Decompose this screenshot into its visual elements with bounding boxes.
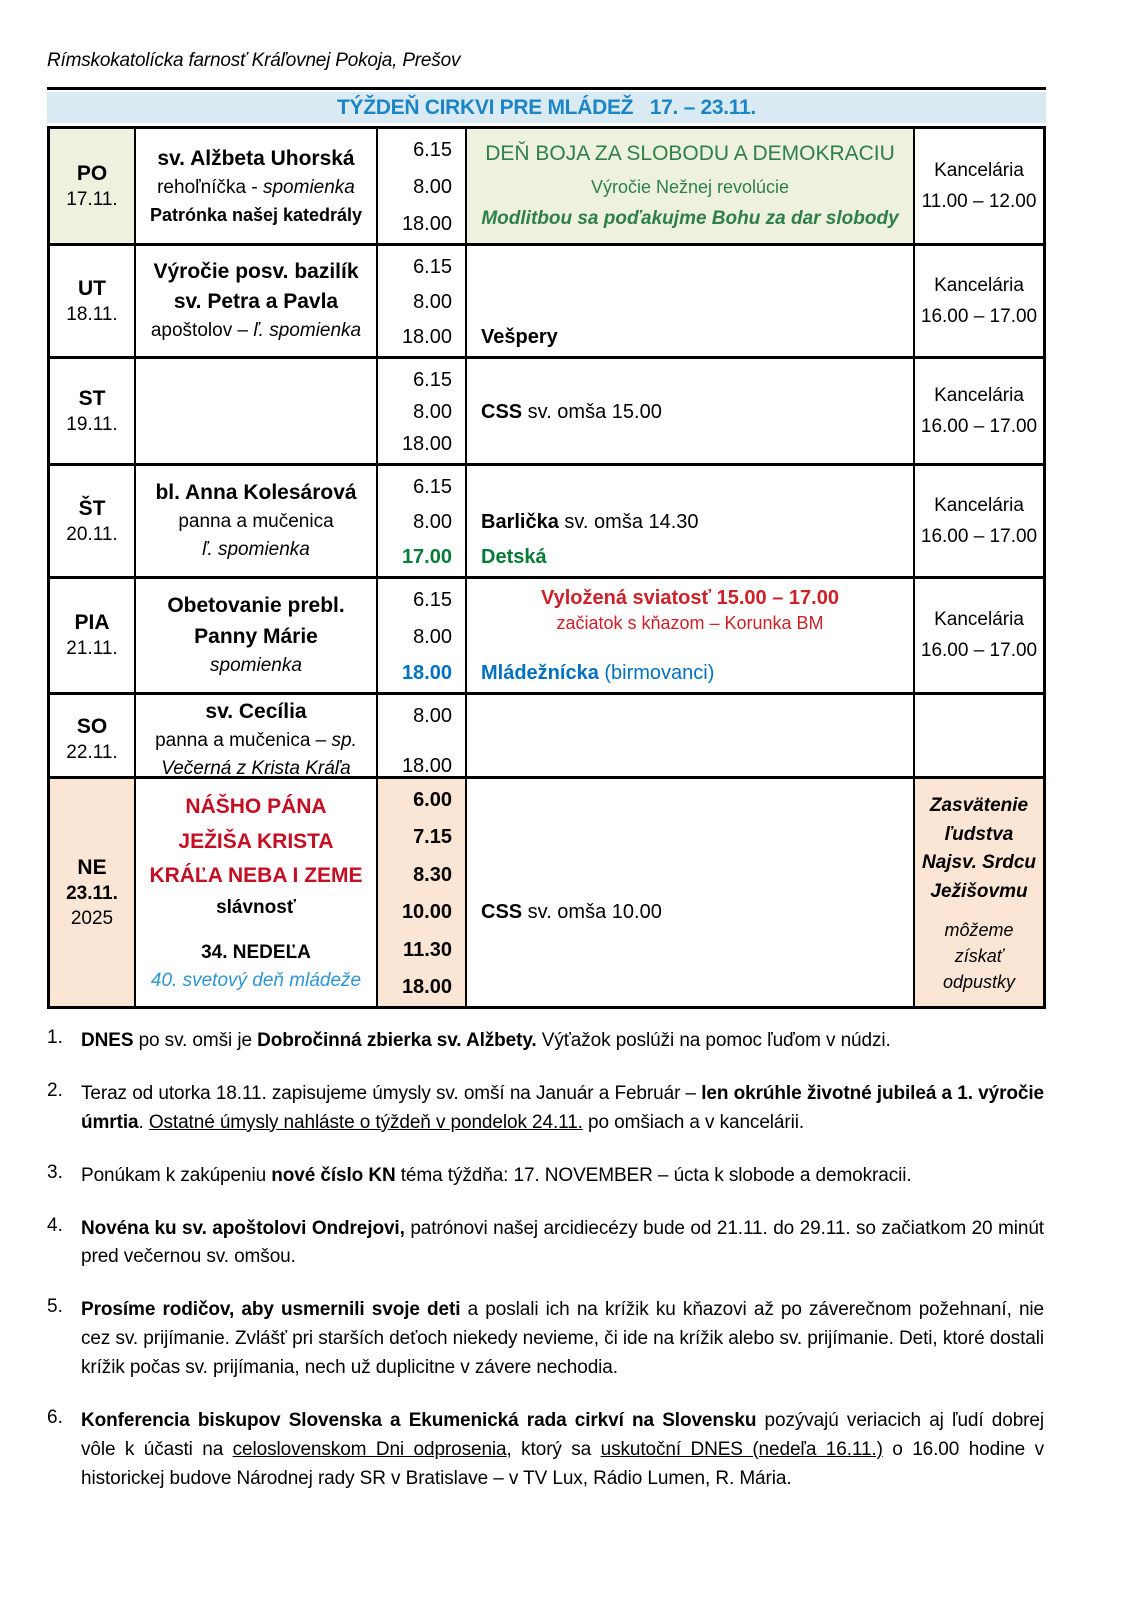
text-segment: .: [138, 1111, 149, 1133]
day-date: 19.11.: [66, 413, 118, 435]
text-segment: Ponúkam k zakúpeniu: [81, 1164, 272, 1186]
day-cell: [50, 695, 134, 785]
text-segment: a poslali ich na krížik ku kňazovi až po záverečnom požehnaní, nie cez sv. prijímanie. Zvlášť pri starších deťoch niekedy nevieme, či ide na krížik alebo sv. prijímanie. Deti, ktoré dostali krížik počas sv. prijímania, nech už duplicitne v závere nechodia.: [81, 1299, 1044, 1378]
office-hours: 11.00 – 12.00: [921, 190, 1037, 212]
feast-cell: [134, 129, 376, 243]
office-label: Kancelária: [934, 494, 1024, 516]
day-cell: [50, 466, 134, 576]
office-label: Kancelária: [934, 274, 1024, 296]
office-label: Kancelária: [934, 159, 1024, 181]
text-segment: Novéna ku sv. apoštolovi Ondrejovi,: [81, 1217, 405, 1239]
event-highlight: Mládežnícka: [481, 662, 599, 684]
day-date: 17.11.: [66, 188, 118, 210]
table-row-so: [50, 692, 1043, 779]
parish-header: Rímskokatolícka farnosť Kráľovnej Pokoja, Prešov: [47, 50, 461, 71]
time-value: 8.00: [413, 291, 452, 313]
office-cell: [913, 579, 1043, 692]
event-slot: [481, 975, 903, 999]
event-text: sv. omša 15.00: [522, 401, 662, 423]
time-value: 6.15: [413, 139, 452, 161]
event-slot: [481, 368, 903, 392]
day-date: 18.11.: [66, 303, 118, 325]
time-cell: [376, 579, 465, 692]
event-cell: [465, 246, 913, 356]
day-date: 20.11.: [66, 523, 118, 545]
feast-title: sv. Cecília: [205, 700, 307, 723]
day-date: 22.11.: [66, 742, 118, 764]
text-segment: len okrúhle životné jubileá a 1. výročie úmrtia: [81, 1082, 1044, 1133]
time-value: 11.30: [403, 938, 452, 961]
feast-note: Patrónka našej katedrály: [149, 204, 363, 225]
event-slot: [481, 938, 903, 962]
time-value: 18.00: [401, 975, 452, 998]
event-line: Vešpery: [481, 326, 558, 348]
text-segment: DNES: [81, 1030, 134, 1051]
office-cell: [913, 246, 1043, 356]
day-abbr: PIA: [74, 611, 110, 634]
announcement-item: [47, 1296, 1046, 1383]
time-value: 6.15: [413, 256, 452, 278]
announcement-number: 2.: [47, 1079, 63, 1101]
text-segment: po omšiach a v kancelárii.: [582, 1111, 805, 1133]
text-segment: Dobročinná zbierka sv. Alžbety.: [257, 1030, 537, 1051]
day-cell: [50, 779, 134, 1006]
text-segment: nové číslo KN: [271, 1164, 396, 1186]
announcement-text: [81, 1296, 1046, 1383]
feast-title: KRÁĽA NEBA I ZEME: [149, 864, 363, 888]
announcement-number: 1.: [47, 1027, 63, 1048]
bulletin-content: [47, 50, 1046, 1494]
announcement-text: [81, 1407, 1046, 1494]
office-line: Najsv. Srdcu: [921, 852, 1037, 873]
event-highlight: Barlička: [481, 511, 559, 533]
announcement-text: [81, 1162, 1046, 1191]
day-abbr: ST: [78, 386, 106, 410]
time-value: 8.00: [413, 401, 452, 423]
time-cell: [376, 359, 465, 463]
office-cell: [913, 359, 1043, 463]
day-abbr: ŠT: [78, 496, 106, 520]
feast-title: NÁŠHO PÁNA: [185, 795, 327, 819]
time-cell: [376, 246, 465, 356]
time-value: 6.15: [413, 369, 452, 391]
time-value: 18.00: [401, 326, 452, 348]
day-year: 2025: [70, 907, 114, 929]
event-line: [475, 661, 905, 685]
announcement-item: [47, 1027, 1046, 1056]
event-text: sv. omša 14.30: [558, 511, 699, 533]
office-line: môžeme získať: [944, 919, 1014, 966]
feast-subtitle-text: rehoľníčka -: [157, 177, 263, 198]
feast-note: spomienka: [210, 654, 302, 676]
office-hours: 16.00 – 17.00: [920, 640, 1038, 661]
event-line: začiatok s kňazom – Korunka BM: [556, 613, 824, 633]
feast-title: sv. Alžbeta Uhorská: [157, 146, 355, 170]
time-value: 18.00: [401, 662, 452, 684]
table-row-pia: [50, 576, 1043, 692]
feast-subtitle-italic: spomienka: [262, 177, 355, 198]
event-slot: [481, 475, 903, 499]
time-value: 18.00: [401, 213, 452, 235]
text-segment: pozývajú veriacich aj ľudí dobrej vôle k účasti na: [81, 1409, 1044, 1460]
announcement-item: [47, 1407, 1046, 1494]
event-line: DEŇ BOJA ZA SLOBODU A DEMOKRACIU: [485, 141, 895, 165]
day-date: 23.11.: [66, 882, 118, 904]
event-line: [481, 900, 903, 924]
table-row-sht: [50, 463, 1043, 576]
table-row-ne: [50, 776, 1043, 1006]
office-label: Kancelária: [934, 609, 1024, 631]
text-segment: patrónovi našej arcidiecézy bude od 21.11. do 29.11. so začiatkom 20 minút pred večernou sv. omšou.: [81, 1217, 1044, 1268]
feast-subtitle: [151, 319, 361, 343]
time-value: 6.15: [413, 476, 452, 498]
day-cell: [50, 129, 134, 243]
consecration-note: [922, 792, 1036, 906]
time-value: 18.00: [401, 754, 452, 777]
feast-title: Panny Márie: [194, 624, 318, 648]
day-abbr: SO: [76, 715, 108, 739]
announcement-number: 5.: [47, 1296, 63, 1318]
day-cell: [50, 359, 134, 463]
time-value: 6.15: [413, 589, 452, 611]
time-cell: [376, 779, 465, 1006]
feast-title: sv. Petra a Pavla: [173, 290, 339, 314]
office-hours: 16.00 – 17.00: [920, 525, 1038, 547]
announcement-item: [47, 1162, 1046, 1191]
sunday-label: 34. NEDEĽA: [201, 942, 311, 964]
youth-day-label: 40. svetový deň mládeže: [150, 970, 362, 992]
feast-subtitle-italic: sp.: [331, 730, 357, 752]
time-value: 6.00: [413, 789, 452, 811]
office-line: ľudstva: [944, 823, 1014, 845]
text-segment: Výťažok poslúži na pomoc ľuďom v núdzi.: [536, 1030, 891, 1051]
event-text: sv. omša 10.00: [522, 901, 662, 924]
feast-subtitle: [155, 729, 357, 753]
event-cell: [465, 779, 913, 1006]
event-line: Výročie Nežnej revolúcie: [590, 176, 790, 197]
feast-subtitle: [157, 176, 355, 200]
time-value: 8.00: [413, 625, 452, 648]
office-label: Kancelária: [934, 384, 1024, 406]
feast-cell: [134, 466, 376, 576]
announcements: [47, 1027, 1046, 1494]
announcement-text: [81, 1080, 1046, 1138]
text-segment: Ostatné úmysly nahláste o týždeň v pondelok 24.11.: [148, 1111, 583, 1133]
time-value: 8.30: [413, 863, 452, 886]
day-cell: [50, 246, 134, 356]
time-cell: [376, 466, 465, 576]
event-slot: [481, 863, 903, 887]
announcement-item: [47, 1080, 1046, 1138]
time-value: 10.00: [401, 901, 452, 924]
table-row-po: [50, 129, 1043, 243]
event-slot: [481, 255, 903, 279]
announcement-number: 4.: [47, 1214, 63, 1236]
text-segment: Teraz od utorka 18.11. zapisujeme úmysly sv. omší na Január a Február –: [81, 1082, 702, 1104]
announcement-number: 3.: [47, 1161, 63, 1183]
office-cell: [913, 779, 1043, 1006]
office-cell: [913, 695, 1043, 785]
event-slot: [481, 788, 903, 812]
event-slot: [481, 290, 903, 314]
feast-note: ľ. spomienka: [202, 539, 310, 561]
text-segment: po sv. omši je: [133, 1030, 258, 1051]
time-value: 18.00: [401, 433, 452, 455]
event-slot: [481, 432, 903, 456]
event-line: Detská: [481, 546, 547, 568]
day-abbr: PO: [76, 161, 108, 185]
time-value: 17.00: [401, 546, 452, 568]
day-abbr: UT: [78, 276, 106, 300]
time-value: 8.00: [413, 511, 452, 533]
time-cell: [376, 129, 465, 243]
office-line: Zasvätenie: [929, 795, 1029, 816]
event-highlight: CSS: [481, 401, 523, 423]
office-line: Ježišovmu: [930, 880, 1028, 902]
feast-title: JEŽIŠA KRISTA: [178, 829, 334, 853]
event-line: Modlitbou sa poďakujme Bohu za dar slobody: [481, 208, 899, 230]
event-line: [481, 400, 903, 424]
schedule-table: [47, 126, 1046, 1009]
event-text: (birmovanci): [598, 662, 715, 684]
feast-subtitle-text: apoštolov –: [150, 320, 254, 342]
time-value: 8.00: [413, 705, 452, 727]
feast-cell: [134, 695, 376, 785]
feast-rank: slávnosť: [216, 896, 296, 918]
text-segment: o 16.00 hodine v historickej budove Národnej rady SR v Bratislave – v TV Lux, Rádio Lumen, R. Mária.: [81, 1438, 1044, 1489]
announcement-item: [47, 1215, 1046, 1273]
event-slot: [481, 825, 903, 849]
office-cell: [913, 466, 1043, 576]
day-abbr: NE: [77, 855, 107, 879]
time-cell: [376, 695, 465, 785]
day-cell: [50, 579, 134, 692]
event-cell: [465, 466, 913, 576]
day-date: 21.11.: [66, 638, 118, 659]
text-segment: téma týždňa: 17. NOVEMBER – úcta k slobode a demokracii.: [395, 1164, 912, 1186]
feast-note: Večerná z Krista Kráľa: [161, 758, 351, 779]
time-value: 8.00: [413, 176, 452, 198]
adoration-block: [475, 587, 905, 634]
feast-title: bl. Anna Kolesárová: [155, 481, 357, 505]
feast-subtitle-italic: ľ. spomienka: [253, 320, 362, 342]
text-segment: celoslovenskom Dni odprosenia: [232, 1438, 507, 1460]
event-cell: [465, 129, 913, 243]
feast-subtitle-text: panna a mučenica –: [155, 730, 332, 752]
feast-cell: [134, 579, 376, 692]
time-value: 7.15: [413, 826, 452, 849]
text-segment: , ktorý sa: [506, 1438, 601, 1460]
announcement-number: 6.: [47, 1406, 63, 1428]
table-row-ut: [50, 243, 1043, 356]
office-line: odpustky: [942, 971, 1016, 992]
header-divider: [47, 87, 1046, 90]
table-title-band: TÝŽDEŇ CIRKVI PRE MLÁDEŽ 17. – 23.11.: [47, 92, 1046, 123]
event-line: [481, 510, 903, 534]
event-highlight: CSS: [481, 901, 523, 924]
feast-cell: [134, 246, 376, 356]
text-segment: Konferencia biskupov Slovenska a Ekumenická rada cirkví na Slovensku: [81, 1409, 757, 1431]
event-cell: [465, 695, 913, 785]
feast-cell: [134, 779, 376, 1006]
office-cell: [913, 129, 1043, 243]
text-segment: Prosíme rodičov, aby usmernili svoje deti: [81, 1299, 461, 1321]
text-segment: uskutoční DNES (nedeľa 16.11.): [600, 1438, 883, 1460]
office-hours: 16.00 – 17.00: [920, 415, 1038, 437]
office-hours: 16.00 – 17.00: [920, 305, 1038, 327]
event-line: Vyložená sviatosť 15.00 – 17.00: [541, 587, 839, 609]
feast-cell: [134, 359, 376, 463]
announcement-text: [81, 1027, 1046, 1056]
event-cell: [465, 359, 913, 463]
event-cell: [465, 579, 913, 692]
feast-title: Obetovanie prebl.: [167, 594, 345, 618]
announcement-text: [81, 1215, 1046, 1273]
indulgence-note: [919, 917, 1039, 995]
table-row-st: [50, 356, 1043, 463]
feast-subtitle: panna a mučenica: [178, 511, 334, 533]
feast-title: Výročie posv. bazilík: [153, 259, 359, 283]
